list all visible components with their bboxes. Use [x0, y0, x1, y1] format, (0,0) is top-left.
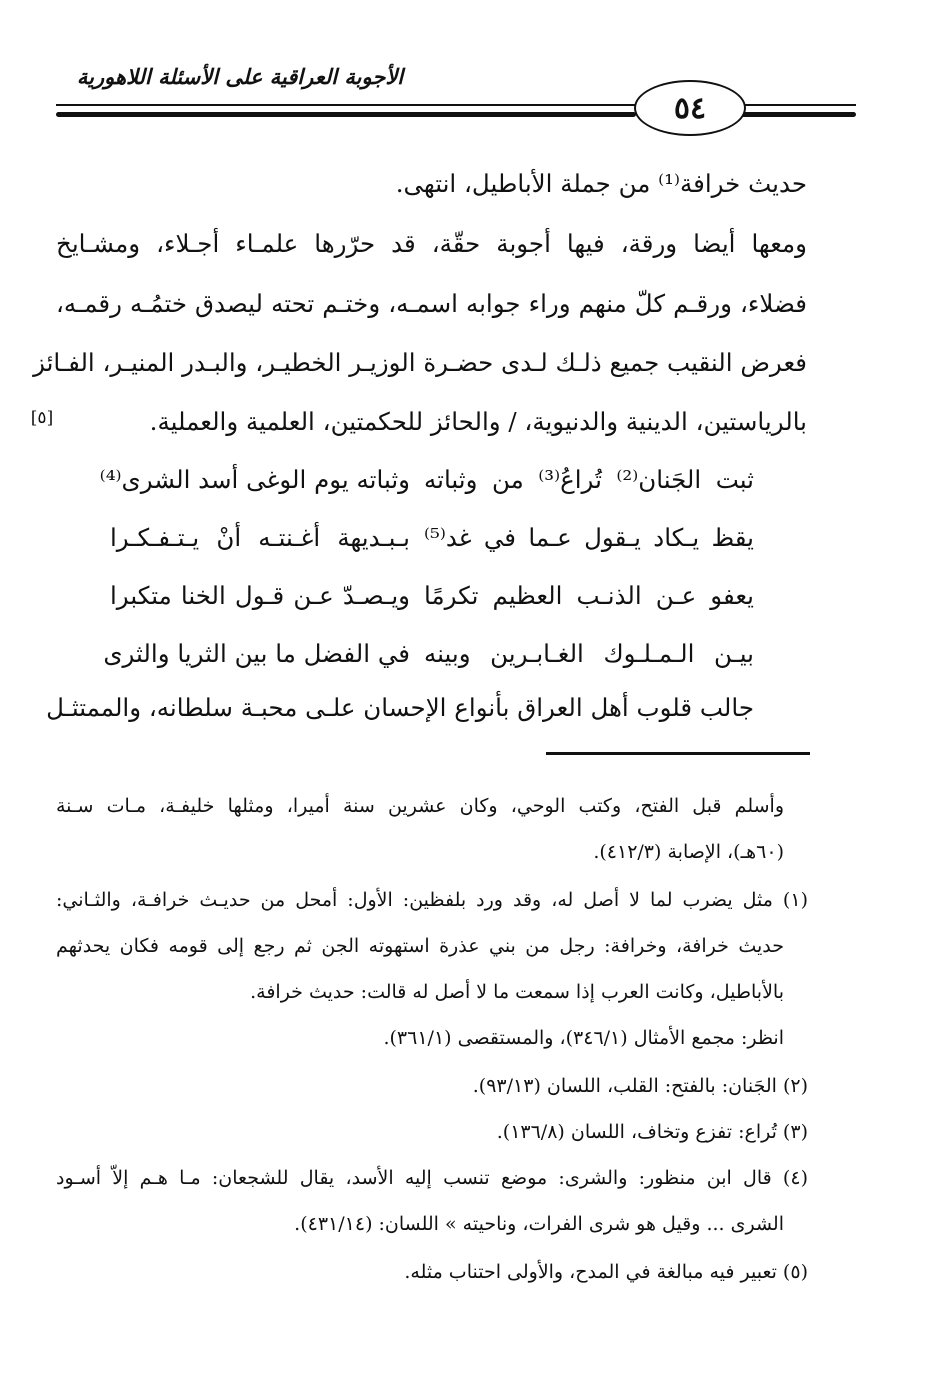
footnote-2: (٢) الجَنان: بالفتح: القلب، اللسان (٩٣/١٣).	[472, 1075, 808, 1097]
poem-hemistich-right: ثبت الجَنان⁽²⁾ تُراعُ⁽³⁾ من وثباته	[424, 465, 754, 494]
footnote-4: (٤) قال ابن منظور: والشرى: موضع تنسب إليه الأسد، يقال للشجعان: مـا هـم إلاّ أسـود	[56, 1167, 808, 1189]
body-line: فضلاء، ورقـم كلّ منهم وراء جوابه اسمـه، وختـم تحته ليصدق ختمُـه رقمـه،	[56, 289, 807, 318]
footnote-5: (٥) تعبير فيه مبالغة في المدح، والأولى احتناب مثله.	[404, 1261, 808, 1283]
poem-hemistich-right: يعفو عـن الذنـب العظيم تكرمًا	[424, 581, 754, 610]
header-rule-thin-left	[56, 104, 636, 106]
footnote-continuation-line: (٦٠هـ)، الإصابة (٤١٢/٣).	[593, 841, 784, 863]
footnote-1-reference: انظر: مجمع الأمثال (٣٤٦/١)، والمستقصى (٣٦١/١).	[383, 1027, 784, 1049]
footnote-1-line: بالأباطيل، وكانت العرب إذا سمعت ما لا أصل له قالت: حديث خرافة.	[250, 981, 784, 1003]
body-line: فعرض النقيب جميع ذلـك لـدى حضـرة الوزيـر الخطيـر، والبـدر المنيـر، الفـائز	[33, 348, 807, 377]
closing-line: جالب قلوب أهل العراق بأنواع الإحسان علـى محبـة سلطانه، والممتثـل	[46, 693, 754, 722]
page-number: ٥٤	[634, 80, 746, 136]
header-rule-thick-right	[740, 112, 856, 117]
poem-hemistich-right: بيـن الـمـلـوك الغـابـرين وبينه	[424, 639, 754, 668]
poem-hemistich-left: في الفضل ما بين الثريا والثرى	[103, 639, 410, 668]
body-line: بالرياستين، الدينية والدنيوية، / والحائز للحكمتين، العلمية والعملية.	[149, 407, 807, 436]
footnote-1-line: حديث خرافة، وخرافة: رجل من بني عذرة استهوته الجن ثم رجع إلى قومه فكان يحدثهم	[56, 935, 784, 957]
running-title: الأجوبة العراقية على الأسئلة اللاهورية	[76, 64, 404, 89]
footnote-continuation-line: وأسلم قبل الفتح، وكتب الوحي، وكان عشرين سنة أميرا، ومثلها خليفـة، مـات سـنة	[56, 795, 784, 817]
footnote-4-line: الشرى ... وقيل هو شرى الفرات، وناحيته » اللسان: (٤٣١/١٤).	[294, 1213, 784, 1235]
margin-page-marker: [٥]	[30, 408, 54, 428]
footnote-3: (٣) تُراع: تفزع وتخاف، اللسان (١٣٦/٨).	[496, 1121, 808, 1143]
footnote-separator	[546, 752, 810, 755]
poem-hemistich-left: بـبـديهة أغـنتـه أنْ يـتـفـكـرا	[110, 523, 410, 552]
footnote-1: (١) مثل يضرب لما لا أصل له، وقد ورد بلفظين: الأول: أمحل من حديـث خرافـة، والثـاني:	[56, 889, 808, 911]
header-rule-thin-right	[740, 104, 856, 106]
body-line: حديث خرافة⁽¹⁾ من جملة الأباطيل، انتهى.	[395, 169, 807, 198]
poem-hemistich-left: وثباته يوم الوغى أسد الشرى⁽⁴⁾	[99, 465, 410, 494]
header-rule-thick-left	[56, 112, 636, 117]
body-line: ومعها أيضا ورقة، فيها أجوبة حقّة، قد حرّرها علمـاء أجـلاء، ومشـايخ	[56, 229, 807, 258]
poem-hemistich-right: يقظ يـكاد يـقول عـما في غد⁽⁵⁾	[424, 523, 754, 552]
poem-hemistich-left: ويـصـدّ عـن قـول الخنا متكبرا	[110, 581, 410, 610]
